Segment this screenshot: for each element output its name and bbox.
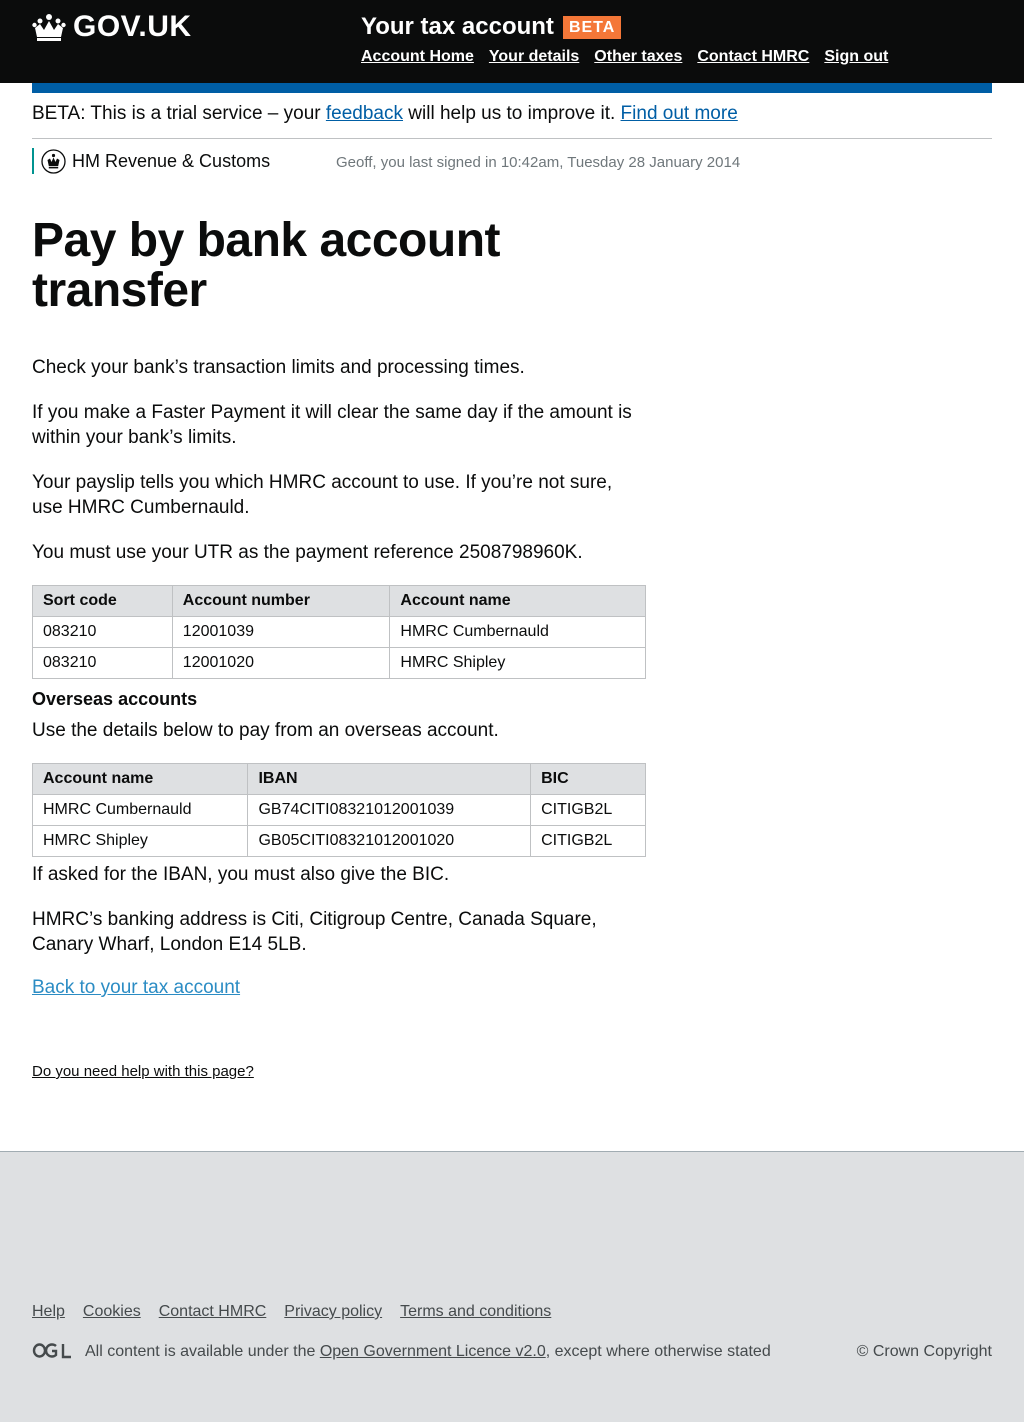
nav-your-details[interactable]: Your details: [488, 48, 580, 65]
faster-payment-text: If you make a Faster Payment it will clear the same day if the amount is within your bank’s limits.: [32, 402, 632, 448]
footer-link-privacy-policy[interactable]: Privacy policy: [284, 1303, 383, 1320]
licence-suffix: , except where otherwise stated: [545, 1343, 771, 1360]
logo-text: GOV.UK: [73, 10, 192, 43]
table-header-row: [33, 764, 646, 795]
account-name-cell: HMRC Shipley: [390, 648, 646, 679]
column-header: IBAN: [248, 764, 531, 795]
department-bar: [32, 148, 270, 174]
last-signed-in: Geoff, you last signed in 10:42am, Tuesday 28 January 2014: [336, 154, 741, 171]
iban-note: If asked for the IBAN, you must also give the BIC.: [32, 864, 450, 885]
site-header: [0, 0, 1024, 83]
hmrc-organisation[interactable]: [32, 148, 270, 174]
service-name: [361, 13, 621, 41]
bic-cell: CITIGB2L: [531, 826, 646, 857]
beta-tag: BETA: [563, 16, 621, 39]
uk-accounts-table: [32, 585, 646, 679]
intro-text: Check your bank’s transaction limits and processing times.: [32, 357, 525, 378]
nav-contact-hmrc[interactable]: Contact HMRC: [697, 48, 810, 65]
back-to-tax-account-link[interactable]: Back to your tax account: [32, 977, 241, 998]
find-out-more-link[interactable]: Find out more: [620, 103, 738, 124]
phase-banner: [32, 103, 992, 139]
footer-link-contact-hmrc[interactable]: Contact HMRC: [158, 1303, 267, 1320]
footer-link-cookies[interactable]: Cookies: [82, 1303, 141, 1320]
account-name-cell: HMRC Shipley: [33, 826, 248, 857]
crest-icon: [41, 149, 66, 174]
table-row: [33, 648, 646, 679]
column-header: Account number: [172, 586, 390, 617]
page-help-link[interactable]: Do you need help with this page?: [32, 1063, 254, 1080]
account-name-cell: HMRC Cumbernauld: [33, 795, 248, 826]
main-content: [32, 214, 646, 1080]
account-number-cell: 12001039: [172, 617, 390, 648]
iban-cell: GB74CITI08321012001039: [248, 795, 531, 826]
service-title[interactable]: Your tax account: [361, 13, 554, 40]
sort-code-cell: 083210: [33, 617, 173, 648]
sort-code-cell: 083210: [33, 648, 173, 679]
column-header: BIC: [531, 764, 646, 795]
overseas-intro: Use the details below to pay from an overseas account.: [32, 720, 499, 741]
ogl-icon: [32, 1342, 73, 1359]
header-blue-bar: [32, 83, 992, 93]
nav-account-home[interactable]: Account Home: [361, 48, 474, 65]
column-header: Account name: [33, 764, 248, 795]
feedback-link[interactable]: feedback: [325, 103, 404, 124]
overseas-accounts-table: [32, 763, 646, 857]
page-title: Pay by bank account transfer: [32, 214, 500, 317]
utr-text: You must use your UTR as the payment reference 2508798960K.: [32, 542, 583, 563]
payslip-text: Your payslip tells you which HMRC account to use. If you’re not sure, use HMRC Cumbernauld.: [32, 472, 613, 518]
licence-text: [85, 1343, 771, 1361]
crown-icon: [32, 12, 66, 42]
table-row: [33, 617, 646, 648]
footer-link-terms[interactable]: Terms and conditions: [400, 1303, 552, 1320]
overseas-heading: Overseas accounts: [32, 689, 198, 709]
table-row: [33, 795, 646, 826]
bic-cell: CITIGB2L: [531, 795, 646, 826]
govuk-logo[interactable]: [32, 10, 192, 44]
footer-links: [32, 1303, 569, 1321]
licence-prefix: All content is available under the: [85, 1343, 320, 1360]
phase-banner-middle: will help us to improve it.: [403, 103, 621, 124]
department-name: HM Revenue & Customs: [72, 150, 271, 171]
table-row: [33, 826, 646, 857]
iban-cell: GB05CITI08321012001020: [248, 826, 531, 857]
table-header-row: [33, 586, 646, 617]
crown-copyright[interactable]: © Crown Copyright: [856, 1343, 992, 1360]
account-name-cell: HMRC Cumbernauld: [390, 617, 646, 648]
site-footer: [0, 1151, 1024, 1422]
column-header: Sort code: [33, 586, 173, 617]
footer-link-help[interactable]: Help: [32, 1303, 65, 1320]
banking-address: HMRC’s banking address is Citi, Citigroup Centre, Canada Square, Canary Wharf, London E14 5LB.: [32, 909, 597, 955]
column-header: Account name: [390, 586, 646, 617]
nav-other-taxes[interactable]: Other taxes: [594, 48, 683, 65]
ogl-link[interactable]: Open Government Licence v2.0: [319, 1343, 546, 1360]
header-nav: [361, 48, 903, 66]
phase-banner-prefix: BETA: This is a trial service – your: [32, 103, 326, 124]
account-number-cell: 12001020: [172, 648, 390, 679]
nav-sign-out[interactable]: Sign out: [824, 48, 889, 65]
